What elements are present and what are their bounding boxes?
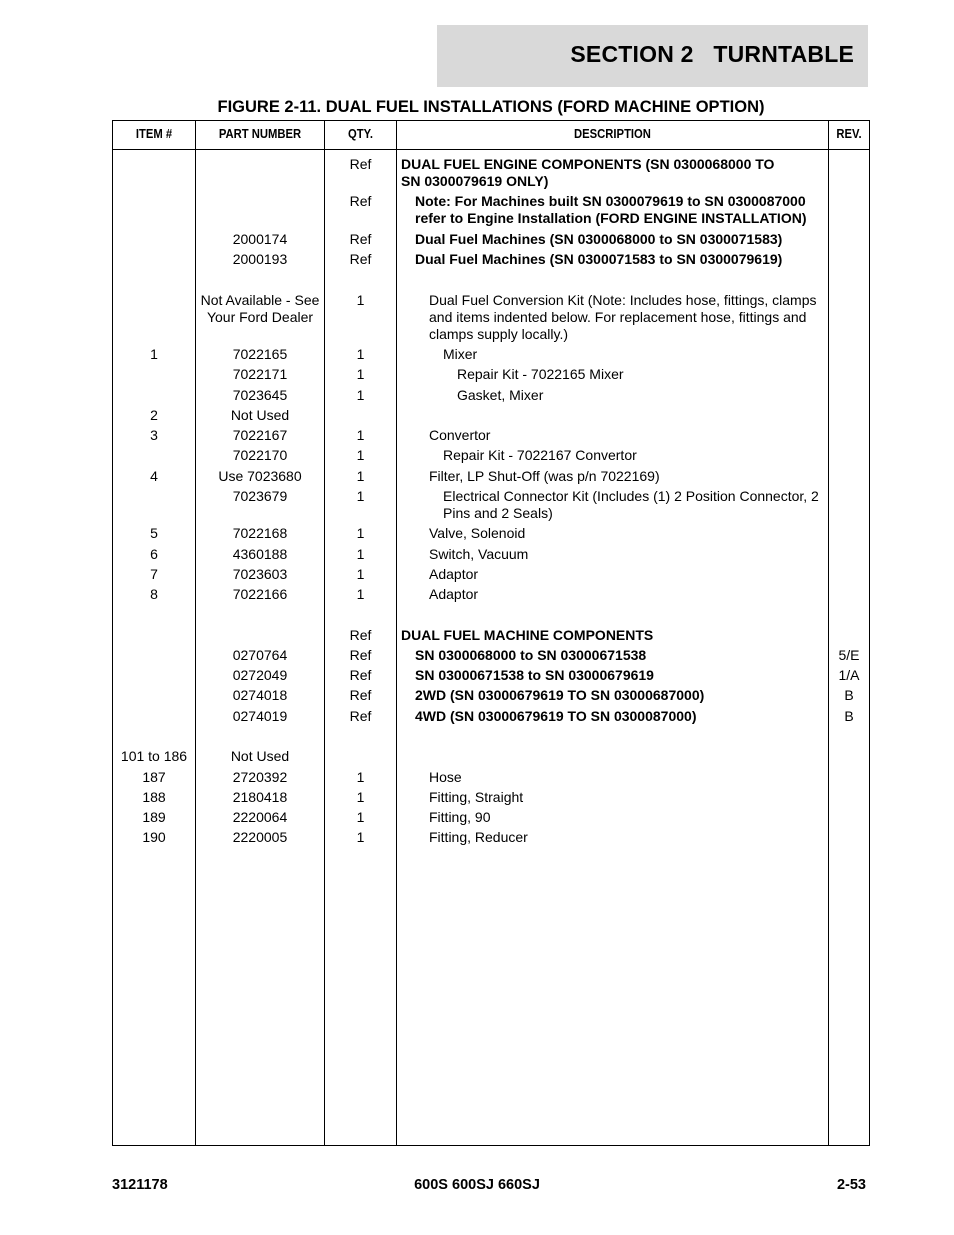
description: Dual Fuel Machines (SN 0300071583 to SN 0300079619) [415, 251, 783, 267]
part-number: 2720392 [232, 769, 288, 785]
part-number: 7022166 [232, 586, 288, 602]
part-number: 0272049 [232, 667, 288, 683]
part-number: 2000193 [232, 251, 288, 267]
quantity: 1 [356, 468, 365, 484]
quantity: 1 [356, 292, 365, 308]
description: DUAL FUEL ENGINE COMPONENTS (SN 0300068000 TO SN 0300079619 ONLY) [401, 156, 775, 189]
description: Repair Kit - 7022165 Mixer [457, 366, 624, 382]
item-number: 190 [142, 829, 166, 845]
figure-title: FIGURE 2-11. DUAL FUEL INSTALLATIONS (FORD MACHINE OPTION) [217, 98, 765, 116]
column-header-part-number: PART NUMBER [218, 127, 302, 141]
part-number: 2000174 [232, 231, 288, 247]
description: Note: For Machines built SN 0300079619 to SN 0300087000 refer to Engine Installation (FORD ENGINE INSTALLATION) [415, 193, 807, 226]
quantity: Ref [349, 667, 372, 683]
description: SN 0300068000 to SN 03000671538 [415, 647, 647, 663]
quantity: 1 [356, 387, 365, 403]
revision: B [844, 687, 854, 703]
revision: 5/E [838, 647, 860, 663]
description: Dual Fuel Conversion Kit (Note: Includes hose, fittings, clamps and items indented below. For replacement hose, fittings and clamps supply locally.) [429, 292, 817, 342]
description: Hose [429, 769, 462, 785]
quantity: Ref [349, 231, 372, 247]
description: Filter, LP Shut-Off (was p/n 7022169) [429, 468, 660, 484]
part-number: 4360188 [232, 546, 288, 562]
quantity: 1 [356, 769, 365, 785]
quantity: Ref [349, 156, 372, 172]
item-number: 188 [142, 789, 166, 805]
item-number: 4 [150, 468, 158, 484]
part-number: 7022167 [232, 427, 288, 443]
part-number: 7023603 [232, 566, 288, 582]
description: Adaptor [429, 566, 479, 582]
quantity: 1 [356, 366, 365, 382]
description: Repair Kit - 7022167 Convertor [443, 447, 637, 463]
part-number: Not Used [230, 748, 290, 764]
part-number: Not Available - See Your Ford Dealer [200, 292, 320, 325]
description: Fitting, 90 [429, 809, 491, 825]
quantity: Ref [349, 251, 372, 267]
part-number: 7022168 [232, 525, 288, 541]
item-number: 7 [150, 566, 158, 582]
part-number: 2180418 [232, 789, 288, 805]
quantity: Ref [349, 627, 372, 643]
parts-table [112, 120, 870, 1146]
item-number: 187 [142, 769, 166, 785]
part-number: 2220064 [232, 809, 288, 825]
description: Fitting, Straight [429, 789, 524, 805]
item-number: 2 [150, 407, 158, 423]
description: SN 03000671538 to SN 03000679619 [415, 667, 654, 683]
quantity: Ref [349, 708, 372, 724]
section-title: SECTION 2 TURNTABLE [570, 41, 854, 67]
quantity: 1 [356, 346, 365, 362]
item-number: 189 [142, 809, 166, 825]
model-numbers: 600S 600SJ 660SJ [414, 1177, 540, 1193]
quantity: Ref [349, 687, 372, 703]
description: Convertor [429, 427, 491, 443]
item-number: 5 [150, 525, 158, 541]
part-number: 7022170 [232, 447, 288, 463]
quantity: Ref [349, 647, 372, 663]
description: Adaptor [429, 586, 479, 602]
column-header-qty: QTY. [347, 127, 374, 141]
quantity: 1 [356, 586, 365, 602]
description: DUAL FUEL MACHINE COMPONENTS [401, 627, 654, 643]
header-divider [113, 149, 869, 150]
doc-number: 3121178 [112, 1177, 168, 1193]
column-header-item: ITEM # [135, 127, 173, 141]
part-number: 2220005 [232, 829, 288, 845]
description: Electrical Connector Kit (Includes (1) 2 Position Connector, 2 Pins and 2 Seals) [443, 488, 819, 521]
item-number: 101 to 186 [120, 748, 188, 764]
part-number: 7022165 [232, 346, 288, 362]
column-divider [396, 121, 397, 1145]
description: Gasket, Mixer [457, 387, 544, 403]
column-header-description: DESCRIPTION [574, 127, 651, 141]
part-number: 0270764 [232, 647, 288, 663]
item-number: 8 [150, 586, 158, 602]
part-number: 7023679 [232, 488, 288, 504]
revision: B [844, 708, 854, 724]
column-header-rev: REV. [836, 127, 862, 141]
quantity: 1 [356, 525, 365, 541]
column-divider [195, 121, 196, 1145]
description: Fitting, Reducer [429, 829, 528, 845]
part-number: Not Used [230, 407, 290, 423]
item-number: 6 [150, 546, 158, 562]
column-divider [828, 121, 829, 1145]
part-number: Use 7023680 [218, 468, 302, 484]
description: Switch, Vacuum [429, 546, 529, 562]
item-number: 3 [150, 427, 158, 443]
quantity: 1 [356, 789, 365, 805]
part-number: 7023645 [232, 387, 288, 403]
description: Valve, Solenoid [429, 525, 526, 541]
page-number: 2-53 [836, 1177, 866, 1193]
description: 4WD (SN 03000679619 TO SN 0300087000) [415, 708, 697, 724]
quantity: 1 [356, 488, 365, 504]
quantity: 1 [356, 829, 365, 845]
part-number: 0274019 [232, 708, 288, 724]
part-number: 7022171 [232, 366, 288, 382]
quantity: 1 [356, 447, 365, 463]
quantity: 1 [356, 546, 365, 562]
item-number: 1 [150, 346, 158, 362]
part-number: 0274018 [232, 687, 288, 703]
description: Mixer [443, 346, 478, 362]
quantity: Ref [349, 193, 372, 209]
quantity: 1 [356, 566, 365, 582]
description: 2WD (SN 03000679619 TO SN 03000687000) [415, 687, 705, 703]
section-banner [437, 25, 868, 87]
quantity: 1 [356, 427, 365, 443]
description: Dual Fuel Machines (SN 0300068000 to SN 0300071583) [415, 231, 783, 247]
revision: 1/A [838, 667, 860, 683]
quantity: 1 [356, 809, 365, 825]
